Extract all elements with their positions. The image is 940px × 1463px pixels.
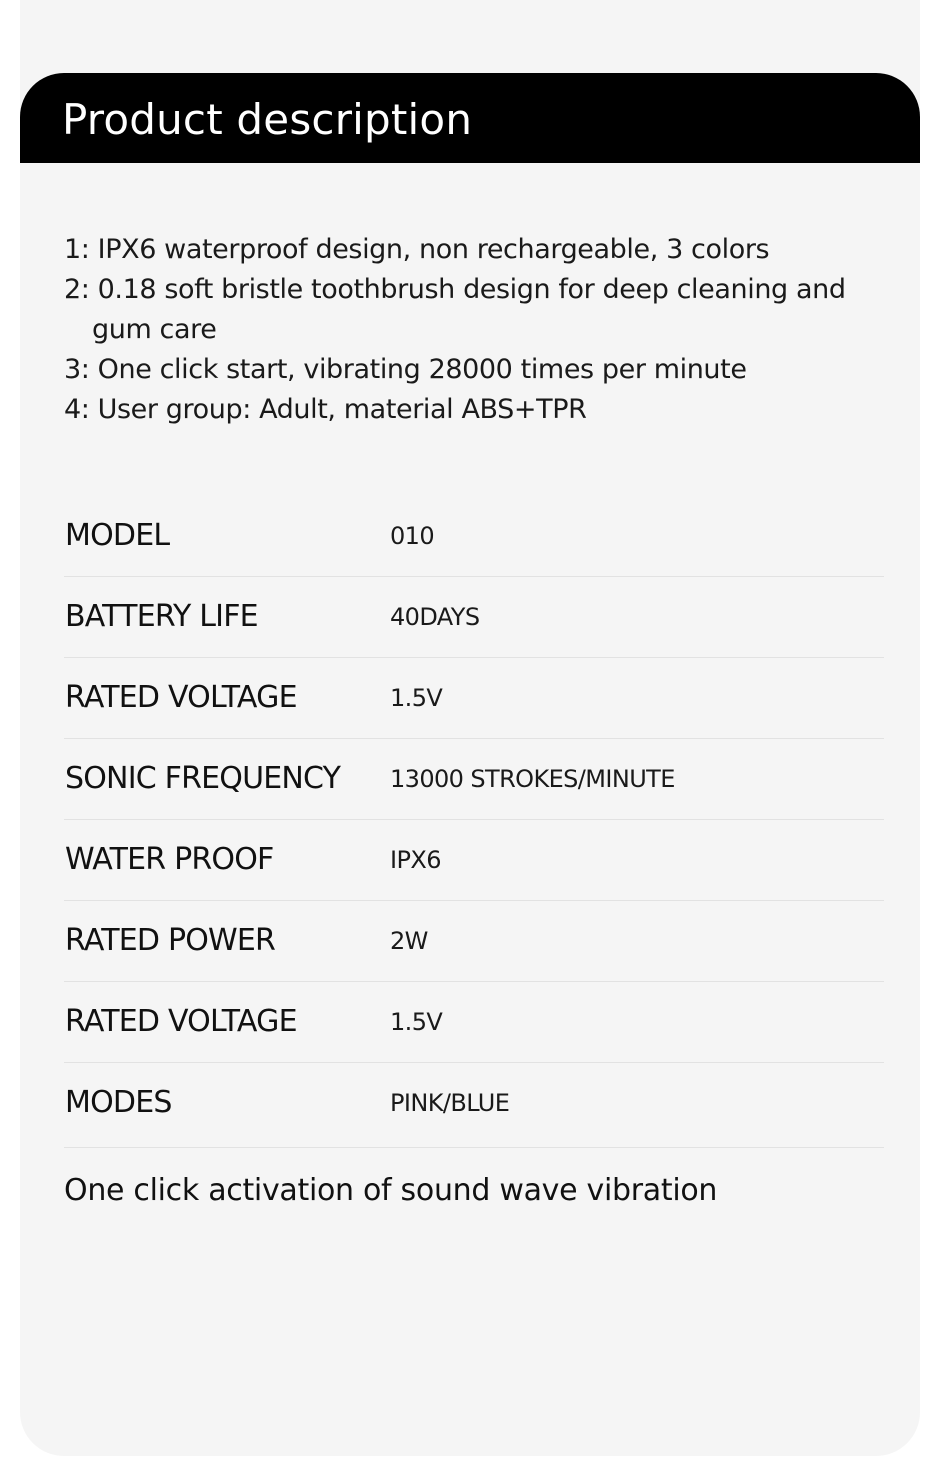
spec-value: 010 xyxy=(390,522,435,550)
spec-label: MODEL xyxy=(65,518,170,553)
spec-label: RATED POWER xyxy=(65,923,276,958)
spec-value: 13000 STROKES/MINUTE xyxy=(390,765,675,793)
spec-row-rated-voltage-2 xyxy=(64,982,884,1063)
section-header xyxy=(20,73,920,163)
feature-item: 1: IPX6 waterproof design, non rechargeable, 3 colors xyxy=(64,234,770,265)
feature-list xyxy=(64,230,904,430)
spec-row-rated-voltage xyxy=(64,658,884,739)
spec-row-water-proof xyxy=(64,820,884,901)
spec-label: BATTERY LIFE xyxy=(65,599,258,634)
feature-item: 4: User group: Adult, material ABS+TPR xyxy=(64,394,587,425)
spec-value: 1.5V xyxy=(390,1008,443,1036)
spec-label: RATED VOLTAGE xyxy=(65,680,297,715)
spec-value: IPX6 xyxy=(390,846,441,874)
spec-value: 2W xyxy=(390,927,428,955)
spec-value: 40DAYS xyxy=(390,603,480,631)
feature-item: 2: 0.18 soft bristle toothbrush design for deep cleaning and gum care xyxy=(64,274,846,345)
spec-value: PINK/BLUE xyxy=(390,1089,510,1117)
spec-label: SONIC FREQUENCY xyxy=(65,761,341,796)
footnote-text: One click activation of sound wave vibration xyxy=(64,1173,718,1208)
spec-value: 1.5V xyxy=(390,684,443,712)
spec-row-model xyxy=(64,496,884,577)
spec-table xyxy=(64,496,884,1148)
spec-label: MODES xyxy=(65,1085,172,1120)
feature-item: 3: One click start, vibrating 28000 times per minute xyxy=(64,354,747,385)
section-title: Product description xyxy=(62,95,473,144)
spec-row-modes xyxy=(64,1063,884,1148)
spec-label: RATED VOLTAGE xyxy=(65,1004,297,1039)
spec-row-battery-life xyxy=(64,577,884,658)
spec-row-sonic-frequency xyxy=(64,739,884,820)
spec-label: WATER PROOF xyxy=(65,842,274,877)
spec-row-rated-power xyxy=(64,901,884,982)
